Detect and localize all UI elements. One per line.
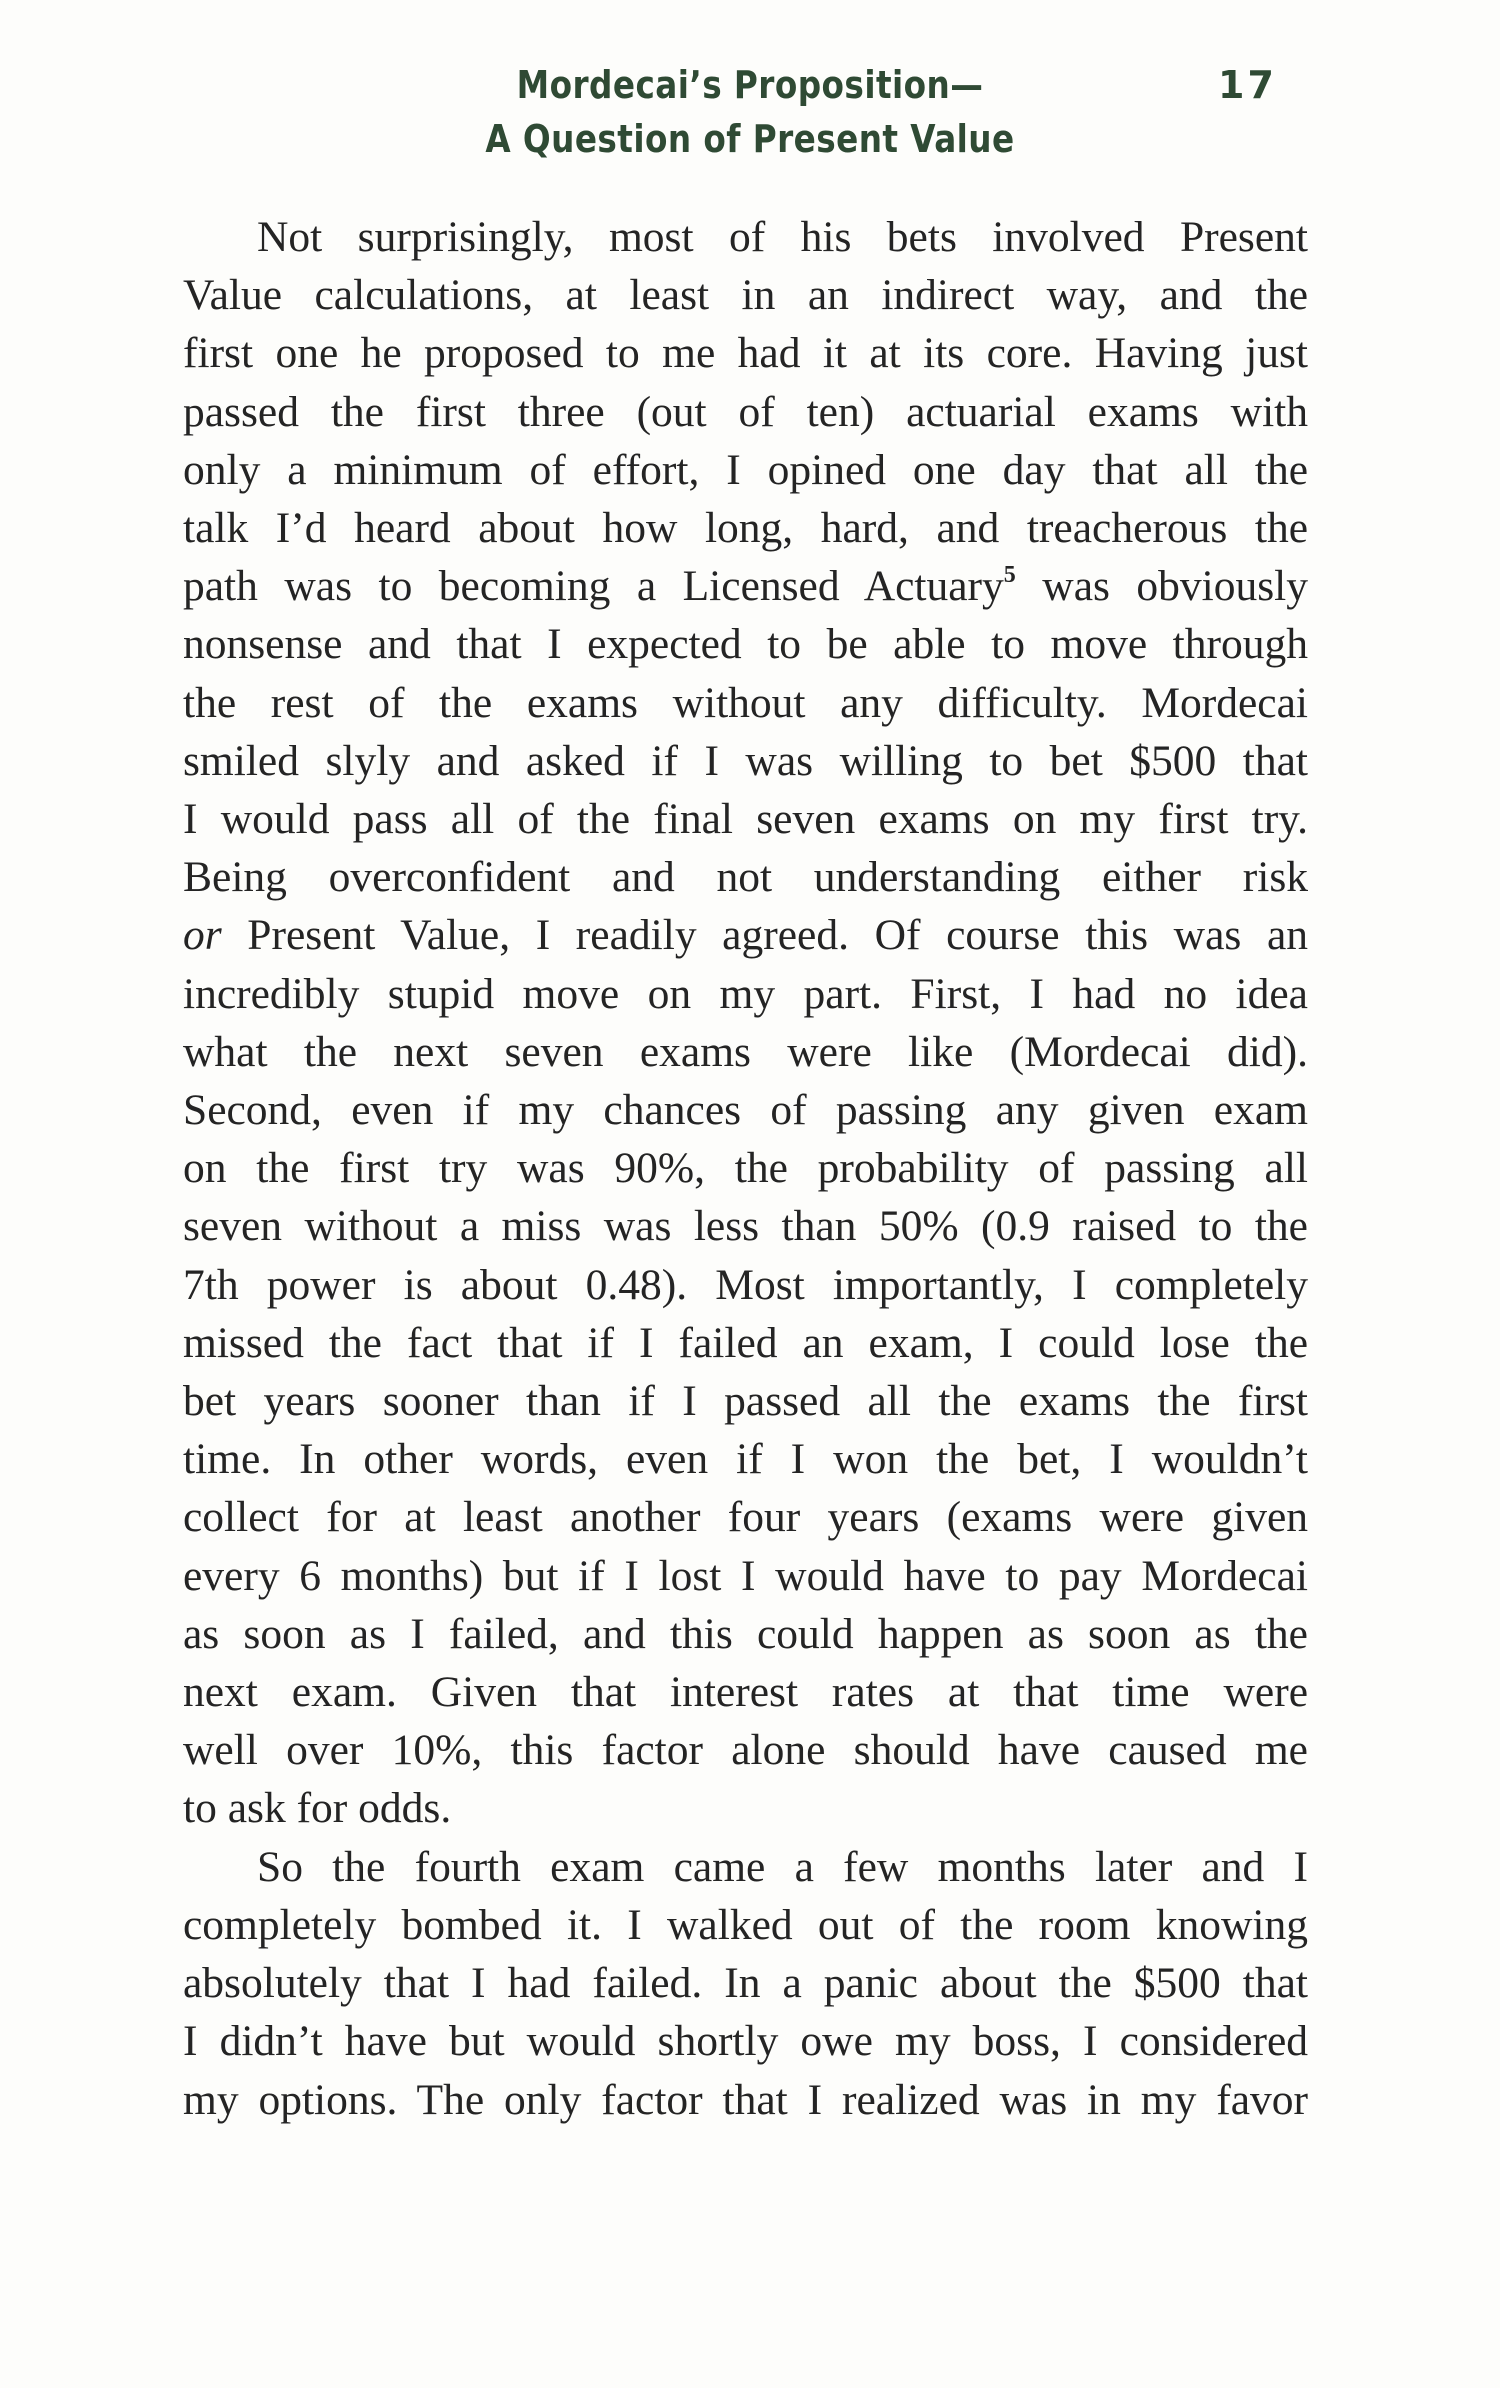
text-line: passed the first three (out of ten) actuarial exams with — [183, 387, 1308, 436]
italic-word: or — [183, 911, 222, 960]
text-line: incredibly stupid move on my part. First, I had no idea — [183, 969, 1308, 1018]
footnote-marker: 5 — [1003, 562, 1016, 589]
text-line: the rest of the exams without any difficulty. Mordecai — [183, 678, 1308, 727]
text-line: what the next seven exams were like (Mordecai did). — [183, 1027, 1308, 1076]
text-line: collect for at least another four years (exams were given — [183, 1493, 1308, 1542]
text-line: time. In other words, even if I won the bet, I wouldn’t — [183, 1435, 1308, 1484]
text-line: I didn’t have but would shortly owe my boss, I considered — [183, 2017, 1308, 2066]
text-line: first one he proposed to me had it at its core. Having just — [183, 329, 1308, 378]
running-head-line-2: A Question of Present Value — [485, 117, 1015, 161]
text-line: 7th power is about 0.48). Most importantly, I completely — [183, 1260, 1308, 1309]
text-line: talk I’d heard about how long, hard, and treacherous the — [183, 504, 1308, 553]
text-line: well over 10%, this factor alone should have caused me — [183, 1726, 1308, 1775]
text-line: missed the fact that if I failed an exam, I could lose the — [183, 1318, 1308, 1367]
text-line: my options. The only factor that I realized was in my favor — [183, 2075, 1308, 2124]
text-line: to ask for odds. — [183, 1784, 452, 1833]
text-line-part: path was to becoming a Licensed Actuary — [183, 562, 1004, 611]
text-line-part: Present Value, I readily agreed. Of course this was an — [247, 911, 1308, 960]
text-line: So the fourth exam came a few months later and I — [257, 1842, 1308, 1891]
text-line: every 6 months) but if I lost I would have to pay Mordecai — [183, 1551, 1308, 1600]
text-line: bet years sooner than if I passed all the exams the first — [183, 1377, 1308, 1426]
text-line: as soon as I failed, and this could happen as soon as the — [183, 1609, 1308, 1658]
text-line: Second, even if my chances of passing any given exam — [183, 1086, 1308, 1135]
text-line: nonsense and that I expected to be able to move through — [183, 620, 1308, 669]
paragraph-2 — [183, 1838, 1308, 2129]
paragraph-1 — [183, 208, 1308, 1838]
text-line: completely bombed it. I walked out of the room knowing — [183, 1900, 1308, 1949]
body-text — [183, 208, 1308, 2129]
text-line: Being overconfident and not understanding either risk — [183, 853, 1308, 902]
text-line: absolutely that I had failed. In a panic about the $500 that — [183, 1959, 1308, 2008]
text-line: only a minimum of effort, I opined one day that all the — [183, 445, 1308, 494]
text-line: on the first try was 90%, the probability of passing all — [183, 1144, 1308, 1193]
text-line-with-footnote — [183, 557, 1308, 615]
text-line: Not surprisingly, most of his bets involved Present — [257, 213, 1308, 261]
page-number: 17 — [1218, 63, 1277, 107]
text-line: smiled slyly and asked if I was willing to bet $500 that — [183, 736, 1308, 785]
text-line-part: was obviously — [1042, 562, 1309, 611]
text-line-with-italic — [183, 906, 1308, 964]
running-head-line-1: Mordecai’s Proposition— — [516, 63, 984, 107]
text-line: seven without a miss was less than 50% (0.9 raised to the — [183, 1202, 1308, 1251]
text-line: I would pass all of the final seven exams on my first try. — [183, 795, 1308, 844]
text-line: Value calculations, at least in an indirect way, and the — [183, 271, 1308, 320]
text-line: next exam. Given that interest rates at that time were — [183, 1668, 1308, 1717]
